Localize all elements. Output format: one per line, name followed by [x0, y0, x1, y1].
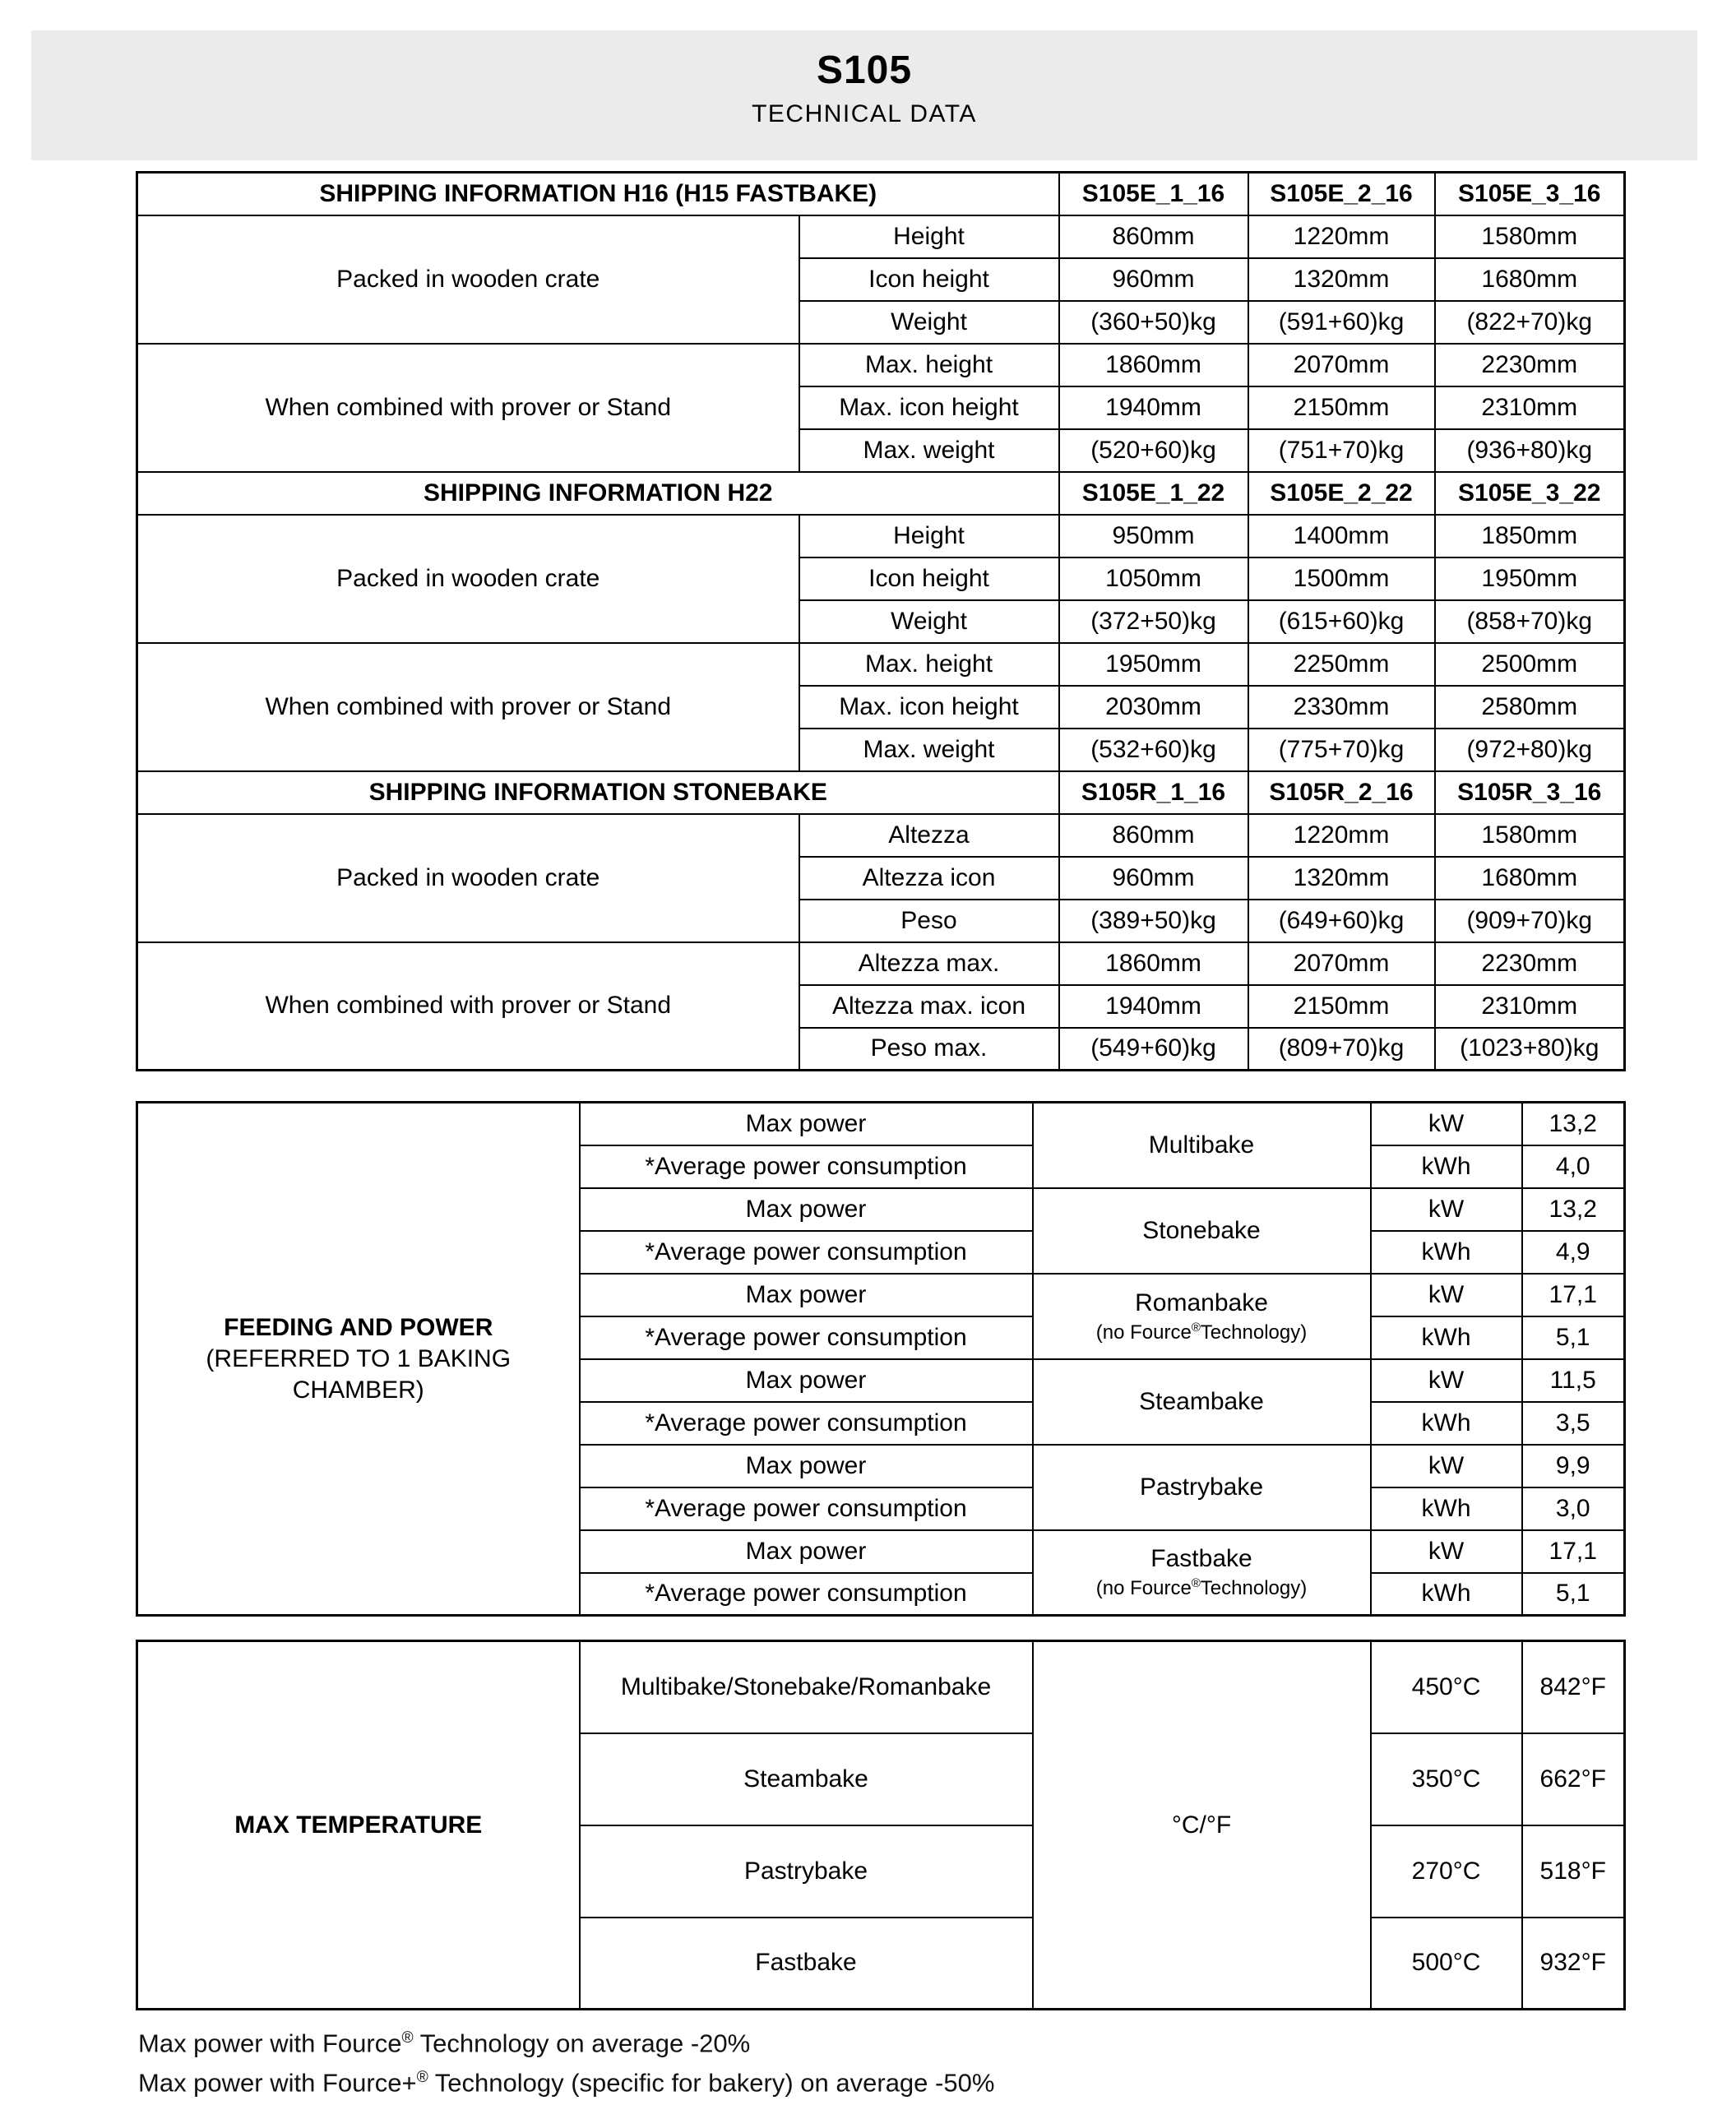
- spec-value: (809+70)kg: [1248, 1028, 1435, 1071]
- spec-value: (372+50)kg: [1059, 600, 1248, 643]
- power-label-main: FEEDING AND POWER: [224, 1313, 493, 1341]
- table-row: [137, 344, 1625, 386]
- spec-value: (649+60)kg: [1248, 900, 1435, 942]
- spec-value: 950mm: [1059, 515, 1248, 557]
- footnote: Max power with Fource® Technology on average -20%: [138, 2029, 751, 2058]
- power-value: 13,2: [1522, 1188, 1625, 1231]
- power-value: 11,5: [1522, 1359, 1625, 1402]
- spec-value: 1950mm: [1059, 643, 1248, 686]
- spec-label: Icon height: [799, 557, 1059, 600]
- power-value: 5,1: [1522, 1573, 1625, 1616]
- power-row-label: *Average power consumption: [580, 1231, 1033, 1274]
- model-header: S105R_1_16: [1059, 771, 1248, 814]
- header-band: [31, 30, 1697, 160]
- model-header: S105E_3_22: [1435, 472, 1625, 515]
- spec-value: 2230mm: [1435, 344, 1625, 386]
- spec-value: 1220mm: [1248, 814, 1435, 857]
- spec-value: (751+70)kg: [1248, 429, 1435, 472]
- spec-value: 1500mm: [1248, 557, 1435, 600]
- spec-label: Weight: [799, 600, 1059, 643]
- power-unit: kW: [1371, 1530, 1522, 1573]
- table-row: [137, 515, 1625, 557]
- power-unit: kWh: [1371, 1316, 1522, 1359]
- spec-label: Altezza max.: [799, 942, 1059, 985]
- spec-value: (520+60)kg: [1059, 429, 1248, 472]
- spec-value: 860mm: [1059, 814, 1248, 857]
- power-label-sub: (REFERRED TO 1 BAKING CHAMBER): [206, 1344, 512, 1404]
- page-title: S105: [816, 49, 913, 92]
- spec-value: 2070mm: [1248, 942, 1435, 985]
- spec-value: (822+70)kg: [1435, 301, 1625, 344]
- power-value: 4,9: [1522, 1231, 1625, 1274]
- temp-fahrenheit: 932°F: [1522, 1918, 1625, 2010]
- spec-value: (1023+80)kg: [1435, 1028, 1625, 1071]
- mode-note: (no Fource®Technology): [1095, 1321, 1308, 1344]
- spec-value: 1400mm: [1248, 515, 1435, 557]
- power-unit: kWh: [1371, 1145, 1522, 1188]
- section-title: SHIPPING INFORMATION STONEBAKE: [137, 771, 1059, 814]
- spec-value: 1220mm: [1248, 215, 1435, 258]
- spec-value: 2310mm: [1435, 985, 1625, 1028]
- table-row: [137, 1103, 1625, 1145]
- spec-value: 1050mm: [1059, 557, 1248, 600]
- spec-value: 1320mm: [1248, 258, 1435, 301]
- spec-value: 1860mm: [1059, 942, 1248, 985]
- table-row: [137, 215, 1625, 258]
- spec-label: Peso max.: [799, 1028, 1059, 1071]
- power-value: 5,1: [1522, 1316, 1625, 1359]
- power-mode: [1033, 1188, 1371, 1274]
- spec-value: 1680mm: [1435, 857, 1625, 900]
- power-unit: kW: [1371, 1274, 1522, 1316]
- temp-fahrenheit: 842°F: [1522, 1641, 1625, 1733]
- section-header-row: [137, 771, 1625, 814]
- spec-label: Altezza: [799, 814, 1059, 857]
- spec-value: 1580mm: [1435, 814, 1625, 857]
- spec-value: (972+80)kg: [1435, 729, 1625, 771]
- power-mode: [1033, 1445, 1371, 1530]
- power-row-label: Max power: [580, 1530, 1033, 1573]
- power-value: 3,0: [1522, 1487, 1625, 1530]
- page-subtitle: TECHNICAL DATA: [752, 100, 977, 127]
- spec-value: 960mm: [1059, 857, 1248, 900]
- spec-label: Peso: [799, 900, 1059, 942]
- power-row-label: *Average power consumption: [580, 1145, 1033, 1188]
- spec-label: Max. icon height: [799, 686, 1059, 729]
- spec-value: 1940mm: [1059, 985, 1248, 1028]
- group-label: Packed in wooden crate: [137, 814, 799, 942]
- spec-label: Altezza icon: [799, 857, 1059, 900]
- power-value: 17,1: [1522, 1274, 1625, 1316]
- power-row-label: *Average power consumption: [580, 1487, 1033, 1530]
- model-header: S105E_1_22: [1059, 472, 1248, 515]
- group-label: When combined with prover or Stand: [137, 344, 799, 472]
- spec-value: 1940mm: [1059, 386, 1248, 429]
- mode-name: Stonebake: [1142, 1216, 1261, 1244]
- spec-value: (591+60)kg: [1248, 301, 1435, 344]
- power-mode: [1033, 1359, 1371, 1445]
- spec-value: 1580mm: [1435, 215, 1625, 258]
- temp-mode: Steambake: [580, 1733, 1033, 1825]
- power-value: 13,2: [1522, 1103, 1625, 1145]
- mode-name: Fastbake: [1150, 1545, 1252, 1573]
- spec-label: Max. weight: [799, 429, 1059, 472]
- temp-mode: Fastbake: [580, 1918, 1033, 2010]
- temp-celsius: 450°C: [1371, 1641, 1522, 1733]
- registered-trademark-icon: ®: [1191, 1577, 1201, 1591]
- spec-label: Max. height: [799, 643, 1059, 686]
- power-unit: kWh: [1371, 1231, 1522, 1274]
- spec-value: 2150mm: [1248, 386, 1435, 429]
- power-value: 3,5: [1522, 1402, 1625, 1445]
- model-header: S105E_2_22: [1248, 472, 1435, 515]
- model-header: S105R_3_16: [1435, 771, 1625, 814]
- mode-name: Steambake: [1139, 1387, 1264, 1415]
- spec-value: 2500mm: [1435, 643, 1625, 686]
- spec-value: (858+70)kg: [1435, 600, 1625, 643]
- spec-label: Height: [799, 515, 1059, 557]
- group-label: Packed in wooden crate: [137, 515, 799, 643]
- mode-name: Pastrybake: [1139, 1473, 1264, 1501]
- spec-value: 1860mm: [1059, 344, 1248, 386]
- power-table: [136, 1101, 1626, 1617]
- spec-value: 1850mm: [1435, 515, 1625, 557]
- spec-value: (360+50)kg: [1059, 301, 1248, 344]
- spec-value: 2250mm: [1248, 643, 1435, 686]
- spec-value: 960mm: [1059, 258, 1248, 301]
- temp-fahrenheit: 662°F: [1522, 1733, 1625, 1825]
- spec-value: 2330mm: [1248, 686, 1435, 729]
- spec-value: (909+70)kg: [1435, 900, 1625, 942]
- power-row-label: Max power: [580, 1359, 1033, 1402]
- power-unit: kWh: [1371, 1573, 1522, 1616]
- temp-mode: Multibake/Stonebake/Romanbake: [580, 1641, 1033, 1733]
- power-row-label: *Average power consumption: [580, 1316, 1033, 1359]
- power-unit: kW: [1371, 1103, 1522, 1145]
- power-value: 9,9: [1522, 1445, 1625, 1487]
- shipping-table: [136, 171, 1626, 1071]
- spec-value: (532+60)kg: [1059, 729, 1248, 771]
- power-row-label: Max power: [580, 1188, 1033, 1231]
- table-row: [137, 942, 1625, 985]
- temperature-table-label: MAX TEMPERATURE: [137, 1641, 580, 2010]
- spec-value: 1680mm: [1435, 258, 1625, 301]
- table-row: [137, 1641, 1625, 1733]
- section-title: SHIPPING INFORMATION H16 (H15 FASTBAKE): [137, 173, 1059, 215]
- spec-value: 1320mm: [1248, 857, 1435, 900]
- power-mode: [1033, 1530, 1371, 1616]
- temp-celsius: 500°C: [1371, 1918, 1522, 2010]
- power-value: 4,0: [1522, 1145, 1625, 1188]
- registered-trademark-icon: ®: [401, 2029, 414, 2047]
- spec-label: Max. icon height: [799, 386, 1059, 429]
- power-mode: [1033, 1103, 1371, 1188]
- spec-value: (775+70)kg: [1248, 729, 1435, 771]
- group-label: When combined with prover or Stand: [137, 942, 799, 1071]
- power-unit: kW: [1371, 1359, 1522, 1402]
- spec-label: Max. height: [799, 344, 1059, 386]
- power-row-label: Max power: [580, 1274, 1033, 1316]
- spec-value: (936+80)kg: [1435, 429, 1625, 472]
- power-row-label: *Average power consumption: [580, 1402, 1033, 1445]
- spec-value: 860mm: [1059, 215, 1248, 258]
- power-value: 17,1: [1522, 1530, 1625, 1573]
- power-unit: kW: [1371, 1188, 1522, 1231]
- spec-value: (389+50)kg: [1059, 900, 1248, 942]
- spec-label: Altezza max. icon: [799, 985, 1059, 1028]
- spec-label: Weight: [799, 301, 1059, 344]
- model-header: S105E_3_16: [1435, 173, 1625, 215]
- section-header-row: [137, 173, 1625, 215]
- spec-value: 2150mm: [1248, 985, 1435, 1028]
- spec-value: (615+60)kg: [1248, 600, 1435, 643]
- power-row-label: Max power: [580, 1103, 1033, 1145]
- section-header-row: [137, 472, 1625, 515]
- registered-trademark-icon: ®: [416, 2069, 428, 2087]
- section-title: SHIPPING INFORMATION H22: [137, 472, 1059, 515]
- power-mode: [1033, 1274, 1371, 1359]
- spec-value: 2230mm: [1435, 942, 1625, 985]
- spec-label: Height: [799, 215, 1059, 258]
- spec-value: 2070mm: [1248, 344, 1435, 386]
- temp-fahrenheit: 518°F: [1522, 1825, 1625, 1918]
- spec-label: Max. weight: [799, 729, 1059, 771]
- temp-unit: °C/°F: [1033, 1641, 1371, 2010]
- power-unit: kWh: [1371, 1487, 1522, 1530]
- mode-name: Romanbake: [1135, 1288, 1268, 1316]
- group-label: Packed in wooden crate: [137, 215, 799, 344]
- mode-name: Multibake: [1148, 1131, 1255, 1159]
- temperature-table: [136, 1640, 1626, 2010]
- model-header: S105E_1_16: [1059, 173, 1248, 215]
- temp-celsius: 350°C: [1371, 1733, 1522, 1825]
- spec-value: (549+60)kg: [1059, 1028, 1248, 1071]
- spec-value: 2580mm: [1435, 686, 1625, 729]
- model-header: S105E_2_16: [1248, 173, 1435, 215]
- model-header: S105R_2_16: [1248, 771, 1435, 814]
- temp-celsius: 270°C: [1371, 1825, 1522, 1918]
- footnote: Max power with Fource+® Technology (specific for bakery) on average -50%: [138, 2068, 995, 2098]
- mode-note: (no Fource®Technology): [1095, 1577, 1308, 1600]
- table-row: [137, 643, 1625, 686]
- registered-trademark-icon: ®: [1191, 1321, 1201, 1335]
- power-row-label: *Average power consumption: [580, 1573, 1033, 1616]
- spec-value: 2030mm: [1059, 686, 1248, 729]
- group-label: When combined with prover or Stand: [137, 643, 799, 771]
- spec-value: 2310mm: [1435, 386, 1625, 429]
- power-table-label: [137, 1103, 580, 1616]
- temp-mode: Pastrybake: [580, 1825, 1033, 1918]
- power-unit: kW: [1371, 1445, 1522, 1487]
- footnotes: [138, 2021, 994, 2101]
- spec-label: Icon height: [799, 258, 1059, 301]
- power-row-label: Max power: [580, 1445, 1033, 1487]
- power-unit: kWh: [1371, 1402, 1522, 1445]
- table-row: [137, 814, 1625, 857]
- spec-value: 1950mm: [1435, 557, 1625, 600]
